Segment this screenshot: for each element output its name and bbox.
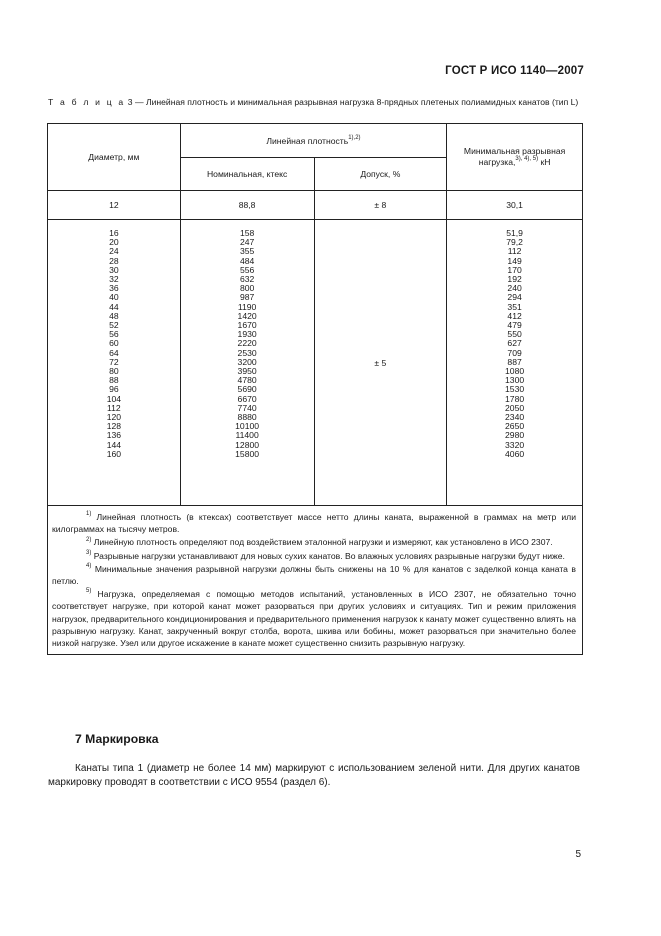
header-linear-density-sup: 1),2) xyxy=(348,134,361,141)
group-load-list xyxy=(447,229,582,459)
group-tolerance: ± 5 xyxy=(314,220,447,506)
group-load-value: 550 xyxy=(507,329,522,340)
group-load-value: 294 xyxy=(507,292,522,303)
group-nominal-value: 484 xyxy=(239,255,255,266)
footnote xyxy=(52,536,576,548)
group-load-value: 1300 xyxy=(505,375,525,386)
footnote-text: Линейная плотность (в ктексах) соответствует массе нетто длины каната, выраженной в граммах на метр или килограммах на тысячу метров. xyxy=(52,512,577,535)
footnote-text: Линейную плотность определяют под воздействием эталонной нагрузки и измеряют, как установлено в ИСО 2307. xyxy=(93,537,553,548)
group-load-value: 170 xyxy=(507,264,522,275)
group-diameter-value: 112 xyxy=(107,402,121,413)
group-load-value: 149 xyxy=(507,255,522,266)
group-load-value: 1780 xyxy=(505,393,525,404)
group-nominal-value: 15800 xyxy=(235,448,260,459)
group-diameter-value: 60 xyxy=(109,338,119,349)
group-diameter-value: 88 xyxy=(109,375,119,386)
group-nominal-cell xyxy=(180,220,314,506)
group-load-value: 4060 xyxy=(505,448,525,459)
group-nominal-value: 11400 xyxy=(235,430,259,441)
group-nominal-value: 2530 xyxy=(237,347,257,358)
table-caption-text: 3 — Линейная плотность и минимальная разрывная нагрузка 8-прядных плетеных полиамидных канатов (тип L) xyxy=(125,97,579,107)
group-nominal-value: 3200 xyxy=(237,356,257,367)
group-nominal-value: 1420 xyxy=(237,310,257,321)
group-diameter-value: 32 xyxy=(109,274,119,285)
group-diameter-value: 128 xyxy=(106,421,122,432)
group-diameter-value: 160 xyxy=(106,448,122,459)
row-12-load: 30,1 xyxy=(447,191,583,220)
group-nominal-value: 8880 xyxy=(237,412,257,423)
group-diameter-value: 36 xyxy=(109,283,119,294)
footnote-mark: 3) xyxy=(86,549,92,556)
group-load-value: 51,9 xyxy=(506,228,523,238)
footnote xyxy=(52,550,576,562)
group-nominal-value: 10100 xyxy=(235,421,260,432)
group-nominal-value: 556 xyxy=(239,264,255,275)
group-load-value: 79,2 xyxy=(506,237,523,248)
header-linear-density-label: Линейная плотность xyxy=(266,135,349,146)
group-diameter-value: 104 xyxy=(106,393,122,404)
group-load-value: 192 xyxy=(507,274,522,285)
group-load-value: 887 xyxy=(507,356,522,367)
footnote xyxy=(52,563,576,587)
header-linear-density xyxy=(180,124,446,158)
group-diameter-value: 30 xyxy=(109,264,119,275)
group-nominal-value: 987 xyxy=(239,292,255,303)
header-tolerance: Допуск, % xyxy=(314,158,447,191)
section-paragraph: Канаты типа 1 (диаметр не более 14 мм) маркируют с использованием зеленой нити. Для других канатов маркировку проводят в соответствии с ИСО 9554 (раздел 6). xyxy=(48,763,580,789)
group-nominal-value: 7740 xyxy=(237,402,257,413)
row-12-nominal: 88,8 xyxy=(180,191,314,220)
group-diameter-value: 48 xyxy=(109,310,119,321)
standard-designation: ГОСТ Р ИСО 1140—2007 xyxy=(445,65,584,77)
header-breaking-load-sup: 3), 4), 5) xyxy=(515,156,539,163)
group-diameter-value: 96 xyxy=(109,384,119,395)
row-12-diameter: 12 xyxy=(48,191,181,220)
group-diameter-value: 16 xyxy=(109,228,119,238)
footnote-text: Нагрузка, определяемая с помощью методов испытаний, установленных в ИСО 2307, не обязательно точно соответствует нагрузке, при которой канат может разорваться при других условиях и ситуациях. Тип и режим приложения нагрузок, предварительного кондиционирования и предварительного применения нагрузок к канату может существенно влиять на разрывную нагрузку. Канат, закрученный вокруг столба, ворота, шкива или бобины, может разорваться при значительно более низкой нагрузке. Узел или другое искажение в канате может существенно снизить разрывную нагрузку. xyxy=(52,589,576,649)
footnote xyxy=(52,588,576,649)
footnote-mark: 1) xyxy=(86,511,92,518)
page-number: 5 xyxy=(575,849,581,860)
group-nominal-list xyxy=(181,229,314,459)
group-diameter-cell xyxy=(48,220,181,506)
group-load-value: 2340 xyxy=(505,412,525,423)
group-nominal-value: 3950 xyxy=(237,366,257,377)
group-load-value: 627 xyxy=(507,338,522,349)
section-heading: 7 Маркировка xyxy=(75,732,159,746)
group-diameter-value: 120 xyxy=(106,412,122,423)
header-breaking-load xyxy=(447,124,583,191)
header-diameter: Диаметр, мм xyxy=(48,124,181,191)
data-table xyxy=(47,123,583,655)
group-load-value: 2980 xyxy=(505,430,525,441)
group-load-value: 1080 xyxy=(505,366,525,377)
group-diameter-value: 24 xyxy=(109,246,119,257)
group-diameter-value: 80 xyxy=(109,366,119,377)
group-nominal-value: 6670 xyxy=(237,393,257,404)
group-nominal-value: 632 xyxy=(239,274,255,285)
group-load-value: 2650 xyxy=(505,421,525,432)
group-nominal-value: 158 xyxy=(239,228,255,238)
group-diameter-value: 40 xyxy=(109,292,119,303)
table-notes xyxy=(48,506,583,655)
header-nominal: Номинальная, ктекс xyxy=(180,158,314,191)
group-load-value: 479 xyxy=(507,320,522,331)
group-diameter-value: 144 xyxy=(106,439,122,450)
group-diameter-value: 44 xyxy=(109,301,119,312)
group-load-value: 351 xyxy=(507,301,522,312)
group-load-value: 240 xyxy=(507,283,522,294)
footnote-text: Разрывные нагрузки устанавливают для новых сухих канатов. Во влажных условиях разрывные нагрузки будут ниже. xyxy=(93,550,565,561)
table-caption xyxy=(48,96,580,109)
group-nominal-value: 2220 xyxy=(237,338,257,349)
group-diameter-value: 72 xyxy=(109,356,119,367)
group-load-value: 412 xyxy=(507,310,522,321)
group-nominal-value: 800 xyxy=(239,283,255,294)
group-diameter-list xyxy=(48,229,180,459)
group-load-cell xyxy=(447,220,583,506)
footnote-mark: 5) xyxy=(86,588,92,595)
group-diameter-value: 20 xyxy=(109,237,119,248)
group-nominal-value: 12800 xyxy=(235,439,260,450)
group-nominal-value: 247 xyxy=(239,237,255,248)
group-nominal-value: 1670 xyxy=(237,320,257,331)
group-diameter-value: 56 xyxy=(109,329,119,340)
group-diameter-value: 52 xyxy=(109,320,119,331)
group-diameter-value: 28 xyxy=(109,255,119,266)
footnote xyxy=(52,511,576,535)
group-diameter-value: 136 xyxy=(106,430,122,441)
group-diameter-value: 64 xyxy=(109,347,119,358)
group-load-value: 112 xyxy=(507,246,522,257)
group-load-value: 3320 xyxy=(505,439,525,450)
group-load-value: 709 xyxy=(507,347,522,358)
group-nominal-value: 1190 xyxy=(237,301,257,312)
table-caption-lead: Т а б л и ц а xyxy=(48,97,126,107)
group-nominal-value: 1930 xyxy=(237,329,257,340)
header-breaking-load-unit: кН xyxy=(538,157,551,167)
group-nominal-value: 4780 xyxy=(237,375,257,386)
group-nominal-value: 5690 xyxy=(237,384,257,395)
group-nominal-value: 355 xyxy=(239,246,255,257)
header-breaking-load-label: Минимальная разрывная нагрузка, xyxy=(463,146,566,167)
row-12-tolerance: ± 8 xyxy=(314,191,447,220)
group-load-value: 2050 xyxy=(505,402,525,413)
footnote-mark: 4) xyxy=(86,562,92,569)
footnote-mark: 2) xyxy=(86,536,92,543)
group-load-value: 1530 xyxy=(505,384,525,395)
footnote-text: Минимальные значения разрывной нагрузки должны быть снижены на 10 % для канатов с заделкой конца каната в петлю. xyxy=(52,563,576,587)
